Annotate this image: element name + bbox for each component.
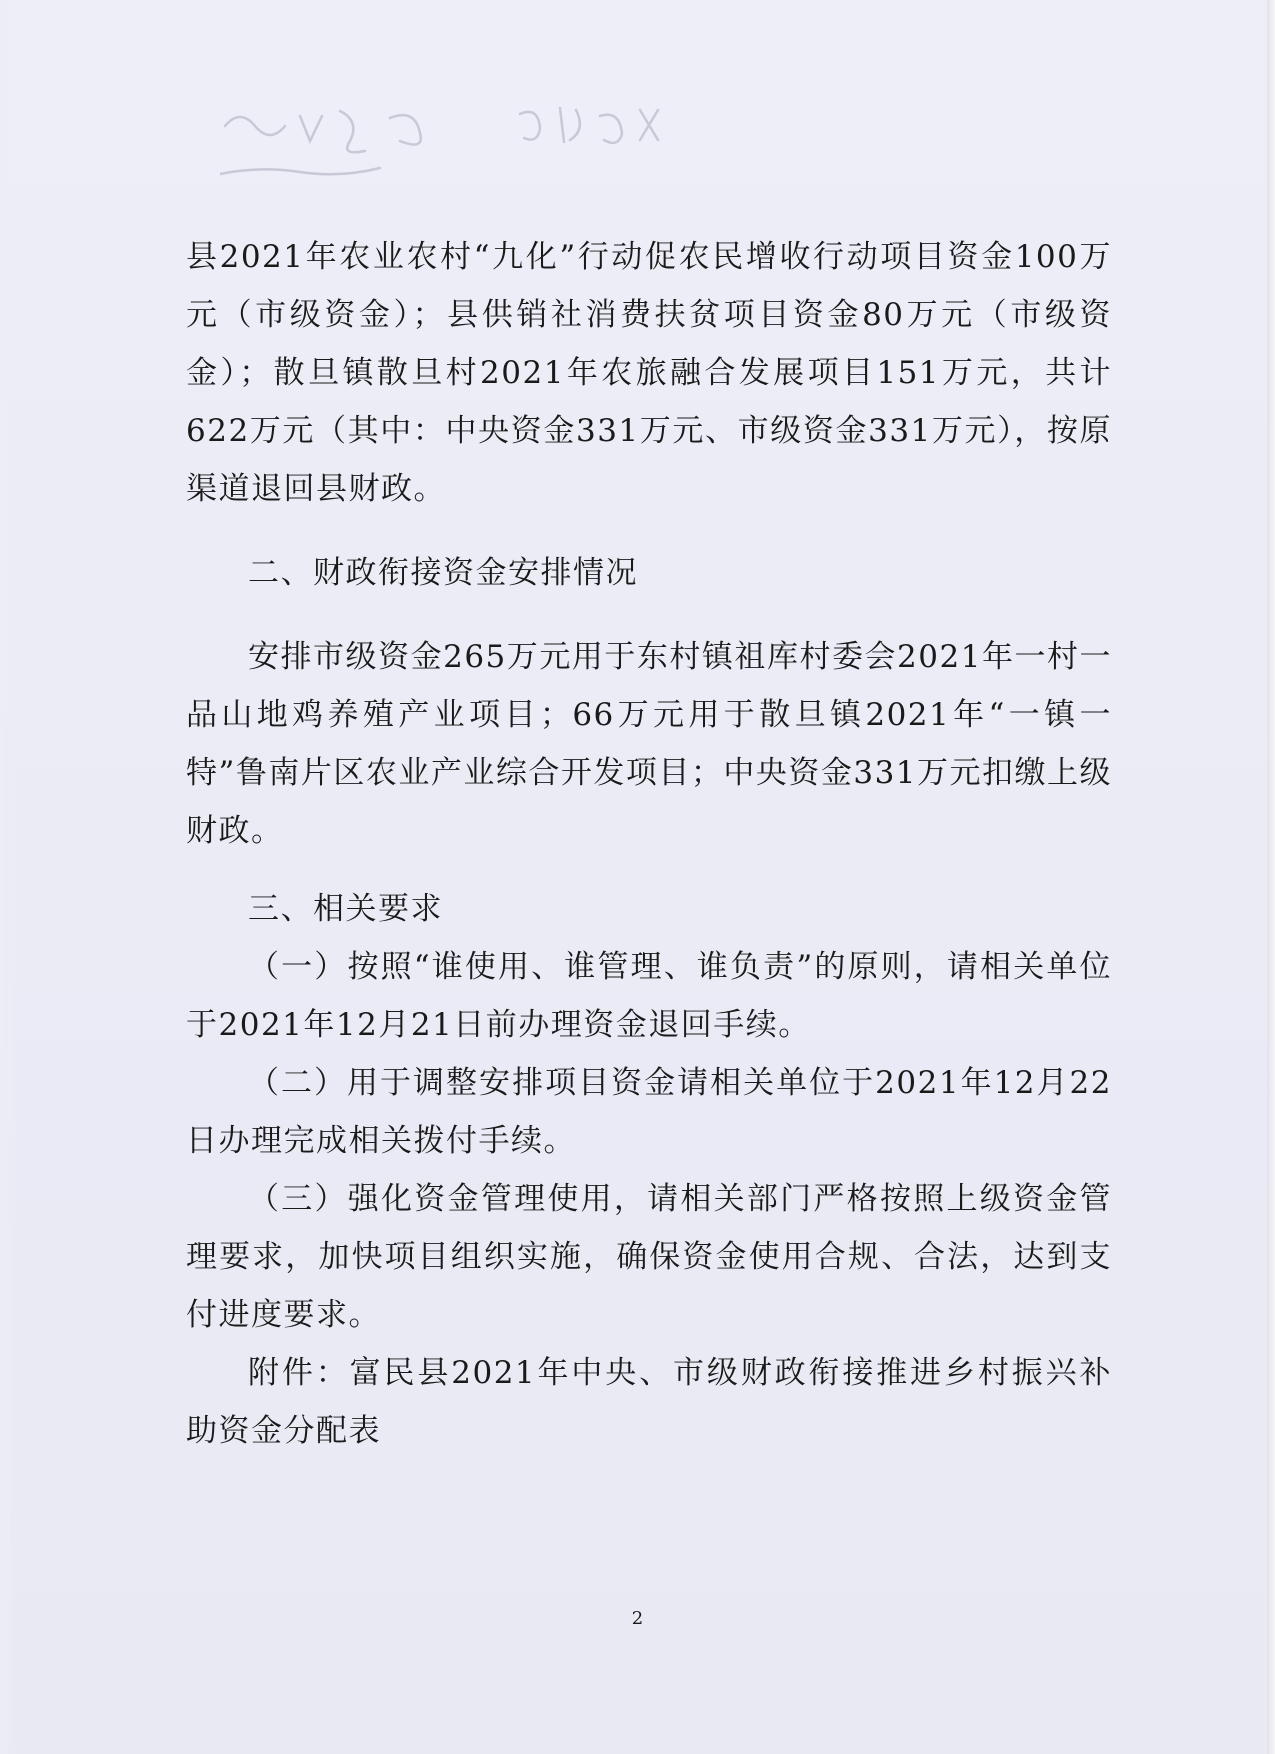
requirement-item-3: （三）强化资金管理使用，请相关部门严格按照上级资金管理要求，加快项目组织实施，确保资金使用合规、合法，达到支付进度要求。	[186, 1181, 1112, 1333]
document-body	[186, 228, 1112, 1460]
page-number: 2	[631, 1608, 644, 1629]
section-title-funds-arrangement: 二、财政衔接资金安排情况	[248, 555, 638, 591]
scan-edge-right	[1267, 0, 1275, 1754]
scan-edge-left	[0, 0, 18, 1754]
attachment-note: 附件：富民县2021年中央、市级财政衔接推进乡村振兴补助资金分配表	[186, 1355, 1112, 1449]
section-title-requirements: 三、相关要求	[248, 891, 443, 927]
paragraph-funds-arrangement: 安排市级资金265万元用于东村镇祖库村委会2021年一村一品山地鸡养殖产业项目；66万元用于散旦镇2021年“一镇一特”鲁南片区农业产业综合开发项目；中央资金331万元扣缴上级财政。	[186, 639, 1113, 849]
requirement-item-1: （一）按照“谁使用、谁管理、谁负责”的原则，请相关单位于2021年12月21日前办理资金退回手续。	[186, 949, 1112, 1043]
handwritten-annotation	[220, 96, 720, 186]
paragraph-project-refund: 县2021年农业农村“九化”行动促农民增收行动项目资金100万元（市级资金）；县供销社消费扶贫项目资金80万元（市级资金）；散旦镇散旦村2021年农旅融合发展项目151万元，共计622万元（其中：中央资金331万元、市级资金331万元），按原渠道退回县财政。	[186, 239, 1112, 507]
requirement-item-2: （二）用于调整安排项目资金请相关单位于2021年12月22日办理完成相关拨付手续。	[186, 1065, 1112, 1159]
